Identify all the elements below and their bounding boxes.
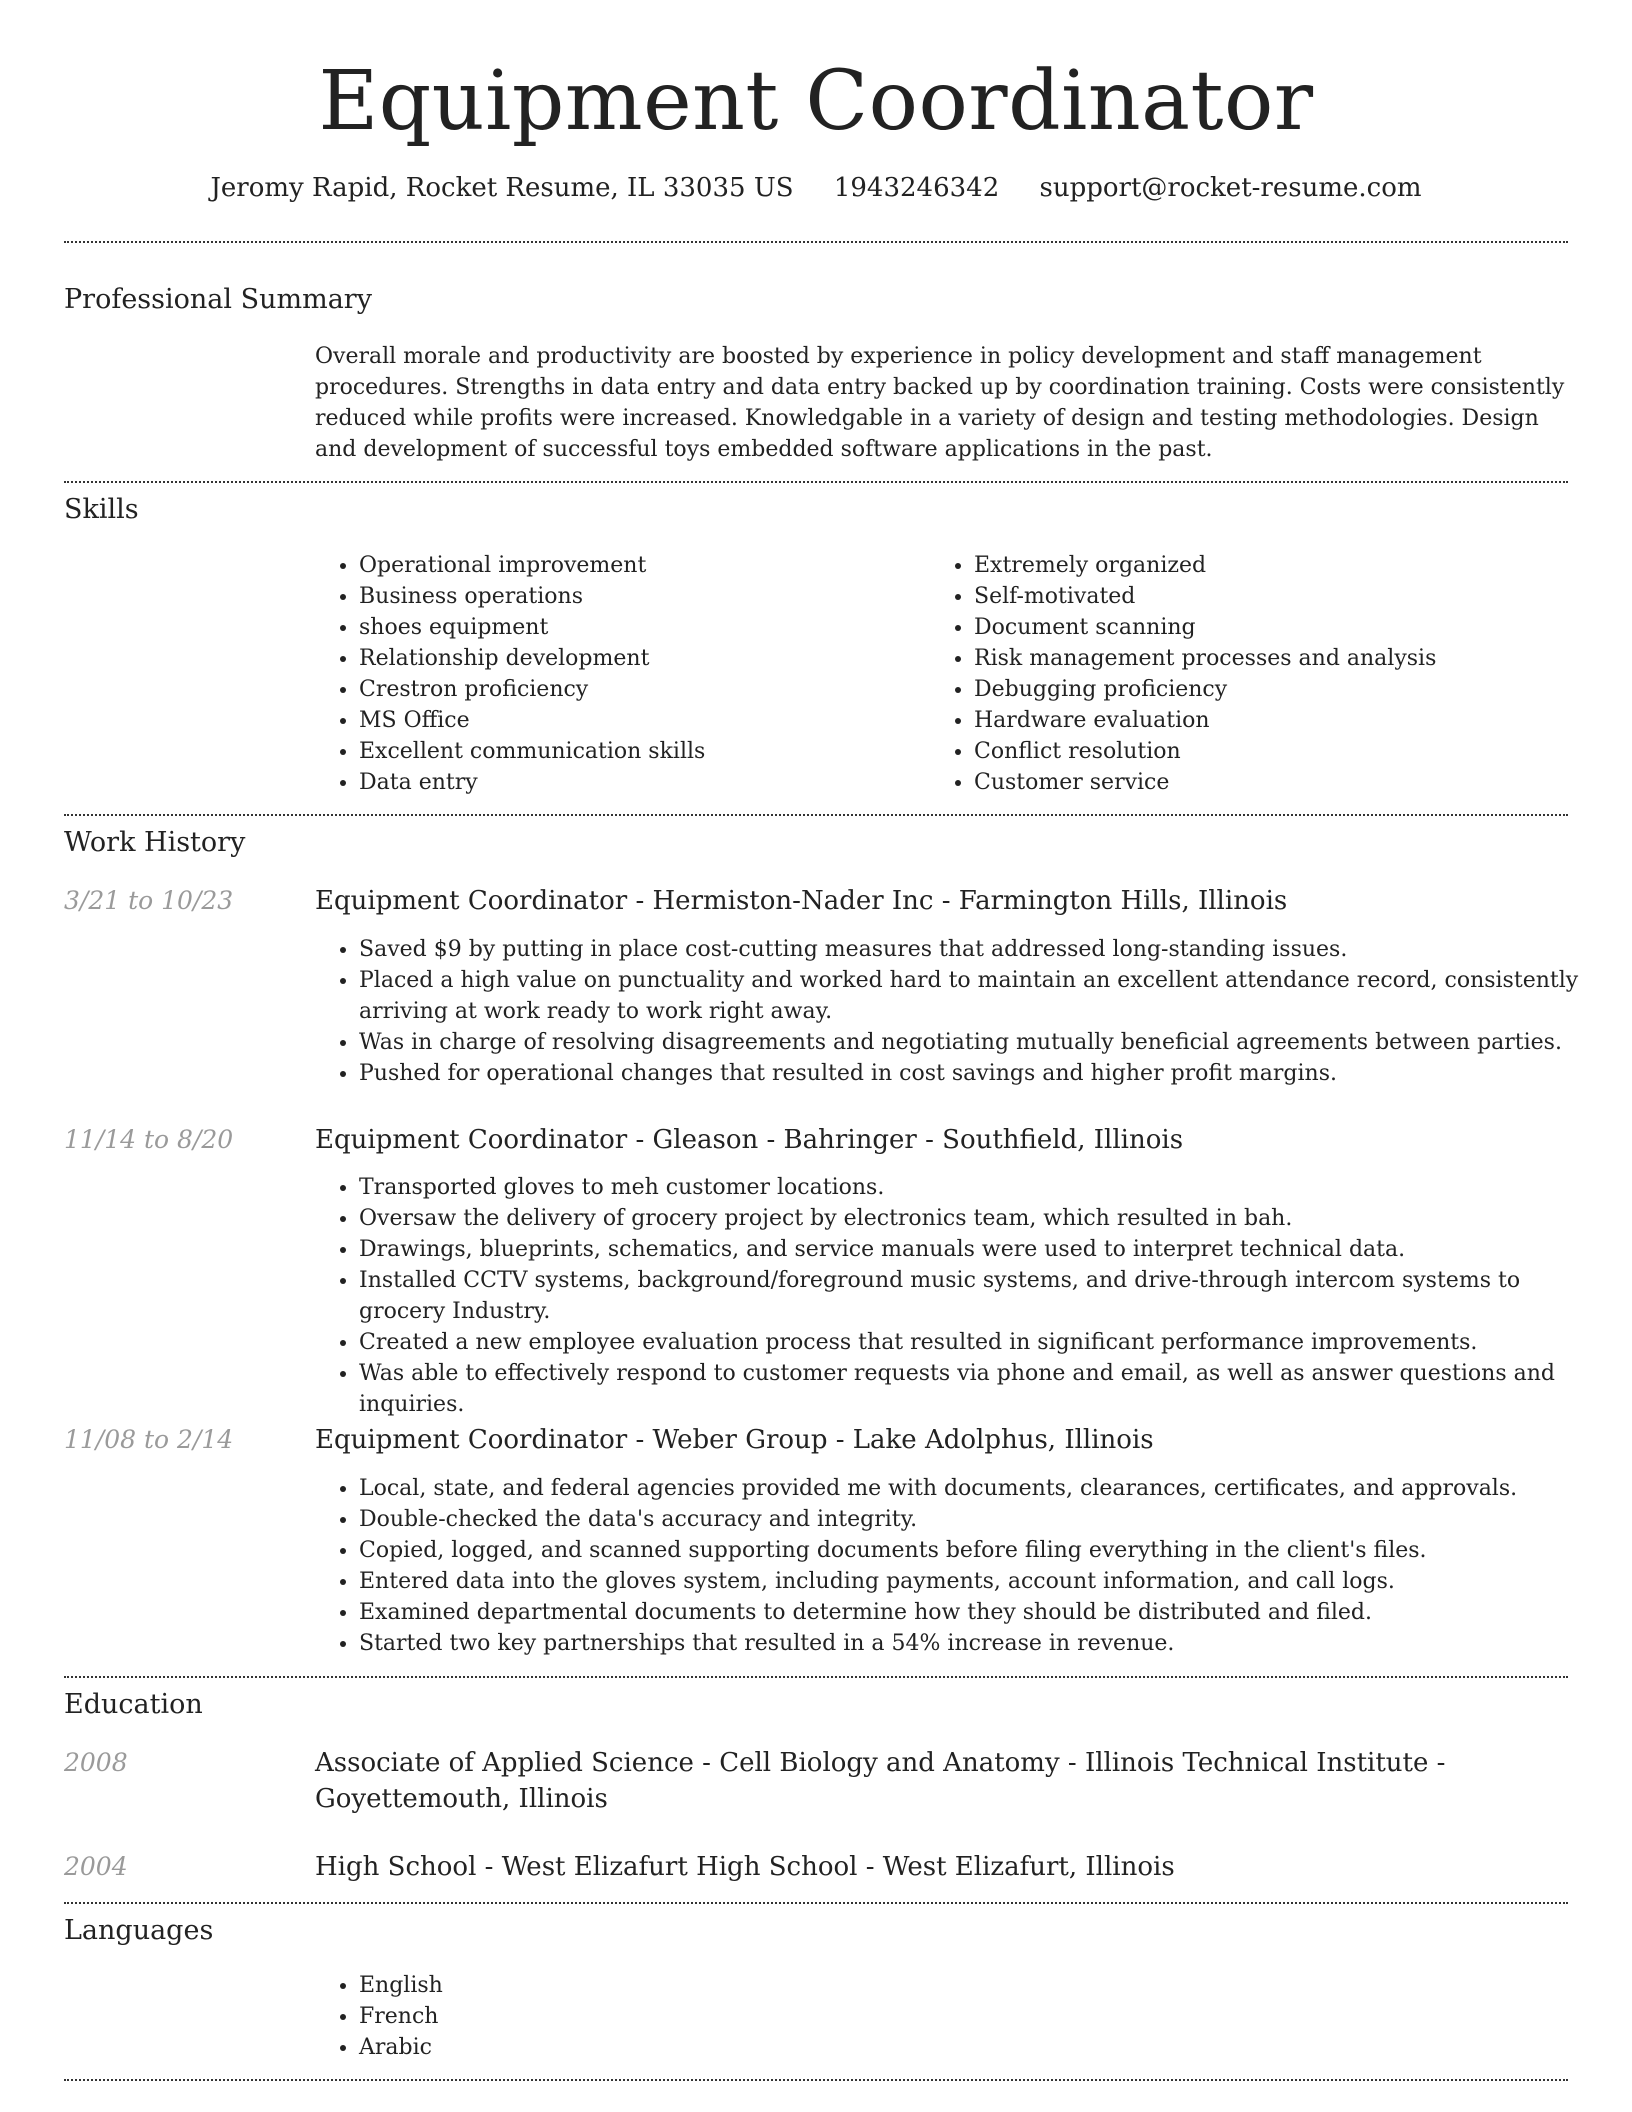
education-year: 2004 [64, 1852, 128, 1881]
job-bullets [315, 1172, 1599, 1420]
contact-phone: 1943246342 [833, 173, 1000, 203]
job-title: Equipment Coordinator - Gleason - Bahringer - Southfield, Illinois [315, 1125, 1184, 1155]
divider [64, 481, 1568, 483]
skill-item: • Customer service [974, 767, 1594, 798]
languages-list [315, 1970, 959, 2063]
skill-item: • Risk management processes and analysis [974, 643, 1594, 674]
languages-heading: Languages [64, 1915, 214, 1946]
contact-line [0, 170, 1632, 206]
language-item: • English [359, 1970, 959, 2001]
job-bullet: • Oversaw the delivery of grocery project by electronics team, which resulted in bah. [359, 1203, 1599, 1234]
skill-item: • MS Office [359, 705, 919, 736]
divider [64, 814, 1568, 816]
contact-address: Jeromy Rapid, Rocket Resume, IL 33035 US [210, 173, 794, 203]
divider [64, 2079, 1568, 2081]
divider [64, 241, 1568, 243]
divider [64, 1676, 1568, 1678]
skill-item: • Operational improvement [359, 550, 919, 581]
education-heading: Education [64, 1689, 203, 1720]
skill-item: • Crestron proficiency [359, 674, 919, 705]
job-bullet: • Transported gloves to meh customer locations. [359, 1172, 1599, 1203]
skill-item: • Debugging proficiency [974, 674, 1594, 705]
skills-heading: Skills [64, 494, 139, 525]
language-item: • Arabic [359, 2032, 959, 2063]
job-bullet: • Examined departmental documents to determine how they should be distributed and filed. [359, 1597, 1599, 1628]
skill-item: • Relationship development [359, 643, 919, 674]
skill-item: • Conflict resolution [974, 736, 1594, 767]
skill-item: • Document scanning [974, 612, 1594, 643]
skill-item: • Data entry [359, 767, 919, 798]
skill-item: • shoes equipment [359, 612, 919, 643]
job-bullet: • Pushed for operational changes that resulted in cost savings and higher profit margins. [359, 1058, 1599, 1089]
resume-title: Equipment Coordinator [318, 54, 1314, 149]
skill-item: • Business operations [359, 581, 919, 612]
job-bullet: • Was in charge of resolving disagreements and negotiating mutually beneficial agreements between parties. [359, 1027, 1599, 1058]
job-bullet: • Entered data into the gloves system, including payments, account information, and call logs. [359, 1566, 1599, 1597]
job-title: Equipment Coordinator - Hermiston-Nader Inc - Farmington Hills, Illinois [315, 886, 1288, 916]
language-item: • French [359, 2001, 959, 2032]
skills-list-left [315, 550, 919, 798]
skill-item: • Excellent communication skills [359, 736, 919, 767]
job-bullet: • Copied, logged, and scanned supporting documents before filing everything in the client's files. [359, 1535, 1599, 1566]
job-bullet: • Double-checked the data's accuracy and integrity. [359, 1504, 1599, 1535]
skills-list-right [930, 550, 1594, 798]
summary-text: Overall morale and productivity are boosted by experience in policy development and staff management procedures. Strengths in data entry and data entry backed up by coordination training. Costs were consistently reduced while profits were increased. Knowledgable in a variety of design and testing methodologies. Design and development of successful toys embedded software applications in the past. [315, 344, 1565, 462]
education-title: Associate of Applied Science - Cell Biology and Anatomy - Illinois Technical Institute - Goyettemouth, Illinois [315, 1748, 1446, 1814]
skill-item: • Extremely organized [974, 550, 1594, 581]
job-bullet: • Saved $9 by putting in place cost-cutting measures that addressed long-standing issues. [359, 934, 1599, 965]
job-title: Equipment Coordinator - Weber Group - Lake Adolphus, Illinois [315, 1425, 1154, 1455]
job-bullet: • Local, state, and federal agencies provided me with documents, clearances, certificates, and approvals. [359, 1473, 1599, 1504]
job-dates: 3/21 to 10/23 [64, 886, 234, 915]
job-bullets [315, 1473, 1599, 1659]
education-year: 2008 [64, 1748, 128, 1777]
job-bullet: • Started two key partnerships that resulted in a 54% increase in revenue. [359, 1628, 1599, 1659]
job-bullet: • Created a new employee evaluation process that resulted in significant performance improvements. [359, 1327, 1599, 1358]
job-bullet: • Installed CCTV systems, background/foreground music systems, and drive-through intercom systems to grocery Industry. [359, 1265, 1599, 1327]
work-history-heading: Work History [64, 827, 246, 858]
divider [64, 1902, 1568, 1904]
job-bullet: • Was able to effectively respond to customer requests via phone and email, as well as answer questions and inquiries. [359, 1358, 1599, 1420]
job-bullet: • Placed a high value on punctuality and worked hard to maintain an excellent attendance record, consistently arriving at work ready to work right away. [359, 965, 1599, 1027]
skill-item: • Self-motivated [974, 581, 1594, 612]
job-dates: 11/08 to 2/14 [64, 1425, 234, 1454]
contact-email: support@rocket-resume.com [1039, 173, 1422, 203]
summary-heading: Professional Summary [64, 284, 372, 315]
skill-item: • Hardware evaluation [974, 705, 1594, 736]
job-bullets [315, 934, 1599, 1089]
education-title: High School - West Elizafurt High School - West Elizafurt, Illinois [315, 1852, 1175, 1882]
job-dates: 11/14 to 8/20 [64, 1125, 234, 1154]
job-bullet: • Drawings, blueprints, schematics, and service manuals were used to interpret technical data. [359, 1234, 1599, 1265]
